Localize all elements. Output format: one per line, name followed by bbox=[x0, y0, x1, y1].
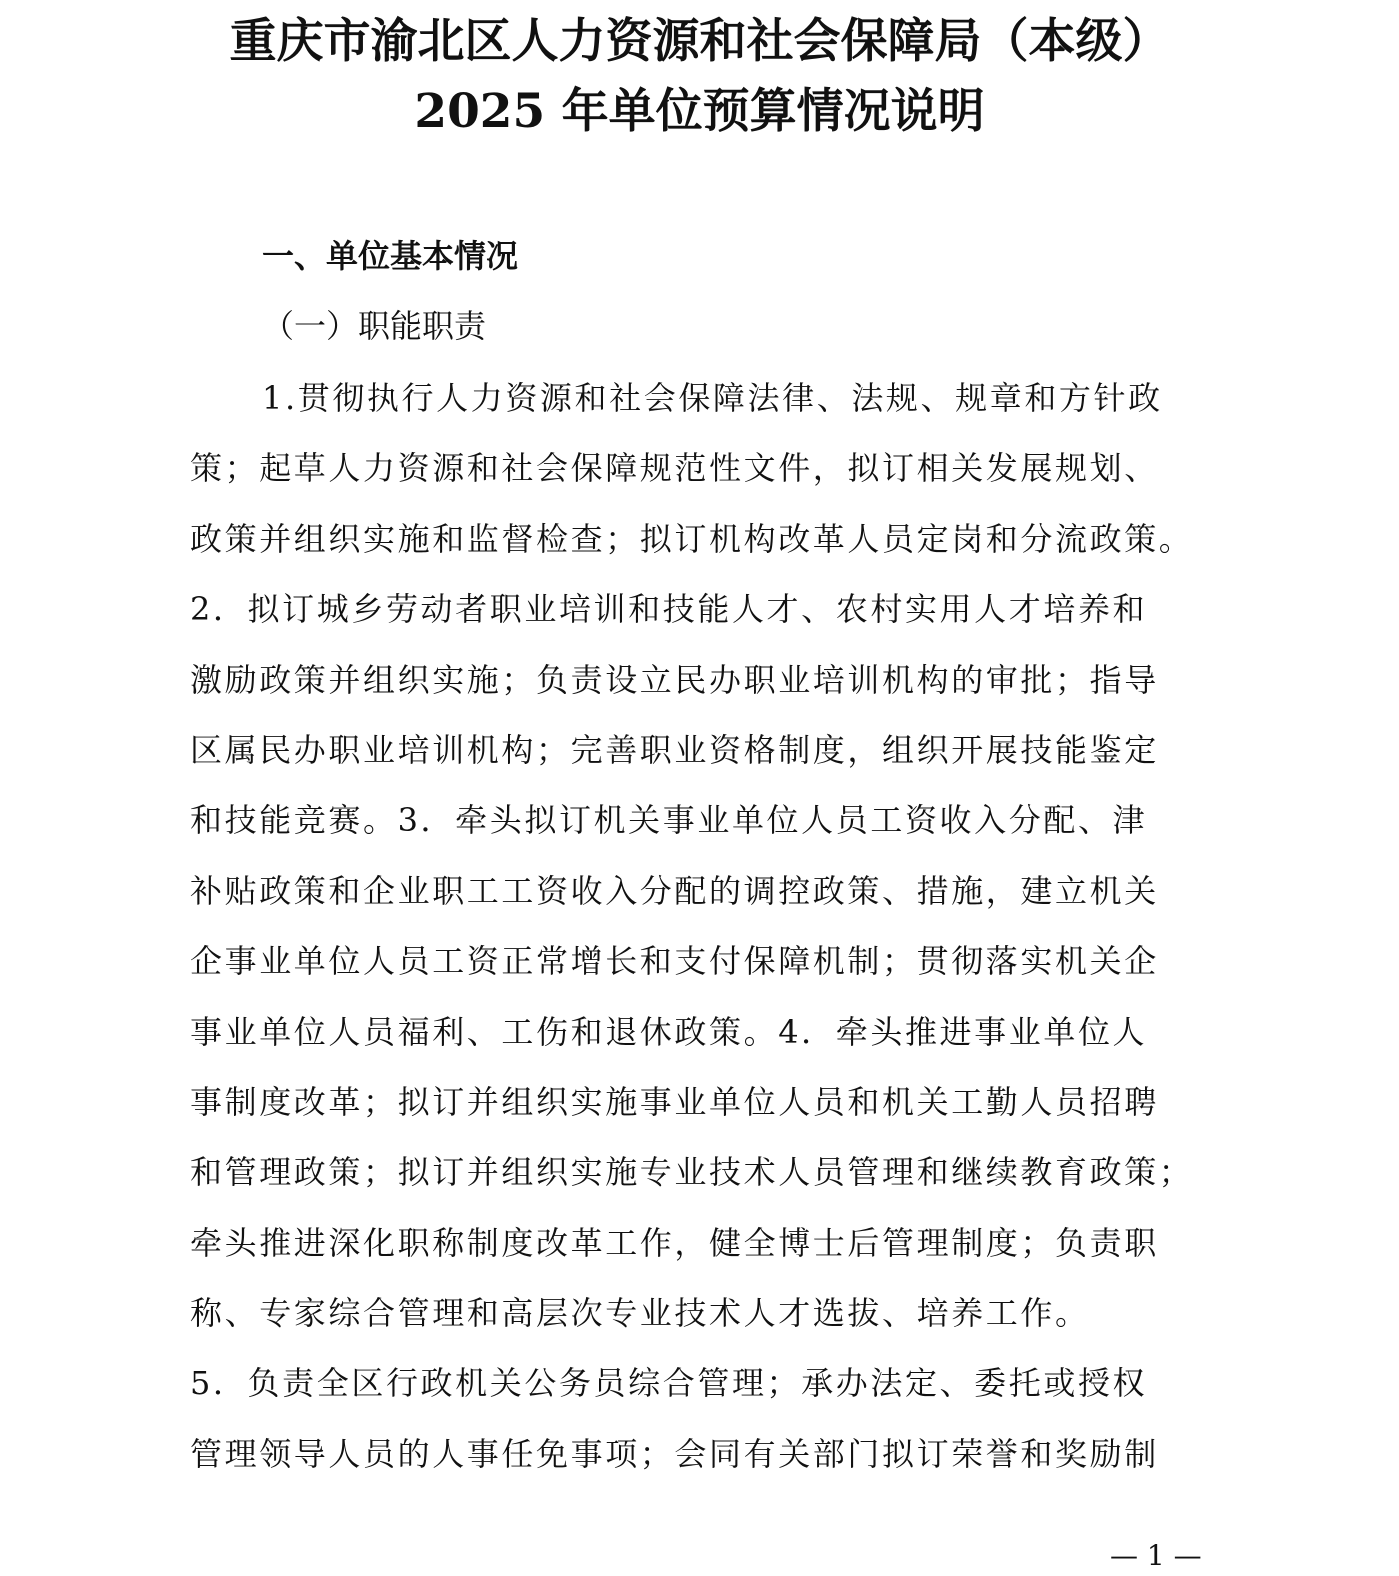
page-number: — 1 — bbox=[1110, 1539, 1202, 1572]
body-line: 管理领导人员的人事任免事项；会同有关部门拟订荣誉和奖励制 bbox=[190, 1434, 1159, 1473]
body-line: 区属民办职业培训机构；完善职业资格制度，组织开展技能鉴定 bbox=[190, 730, 1159, 769]
body-line: 激励政策并组织实施；负责设立民办职业培训机构的审批；指导 bbox=[190, 660, 1159, 699]
body-line: 策；起草人力资源和社会保障规范性文件，拟订相关发展规划、 bbox=[190, 449, 1159, 488]
body-line: 事制度改革；拟订并组织实施事业单位人员和机关工勤人员招聘 bbox=[190, 1082, 1159, 1121]
body-line: 政策并组织实施和监督检查；拟订机构改革人员定岗和分流政策。 bbox=[190, 519, 1194, 558]
body-line: 和管理政策；拟订并组织实施专业技术人员管理和继续教育政策； bbox=[190, 1153, 1194, 1192]
body-line: 补贴政策和企业职工工资收入分配的调控政策、措施，建立机关 bbox=[190, 871, 1159, 910]
body-line: 牵头推进深化职称制度改革工作，健全博士后管理制度；负责职 bbox=[190, 1223, 1159, 1262]
section-heading: 一、单位基本情况 bbox=[262, 237, 519, 275]
body-line: 1.贯彻执行人力资源和社会保障法律、法规、规章和方针政 bbox=[262, 379, 1163, 417]
document-title-line-2: 2025 年单位预算情况说明 bbox=[414, 84, 985, 139]
body-line: 和技能竞赛。3．牵头拟订机关事业单位人员工资收入分配、津 bbox=[190, 801, 1148, 840]
body-line: 事业单位人员福利、工伤和退休政策。4．牵头推进事业单位人 bbox=[190, 1012, 1148, 1051]
body-line: 2．拟订城乡劳动者职业培训和技能人才、农村实用人才培养和 bbox=[190, 590, 1148, 629]
document-title-line-1: 重庆市渝北区人力资源和社会保障局（本级） bbox=[229, 14, 1170, 69]
body-line: 企事业单位人员工资正常增长和支付保障机制；贯彻落实机关企 bbox=[190, 942, 1159, 981]
body-text bbox=[190, 368, 1193, 1494]
subsection-heading: （一）职能职责 bbox=[262, 307, 487, 345]
body-line: 5．负责全区行政机关公务员综合管理；承办法定、委托或授权 bbox=[190, 1364, 1148, 1403]
body-line: 称、专家综合管理和高层次专业技术人才选拔、培养工作。 bbox=[190, 1294, 1090, 1333]
